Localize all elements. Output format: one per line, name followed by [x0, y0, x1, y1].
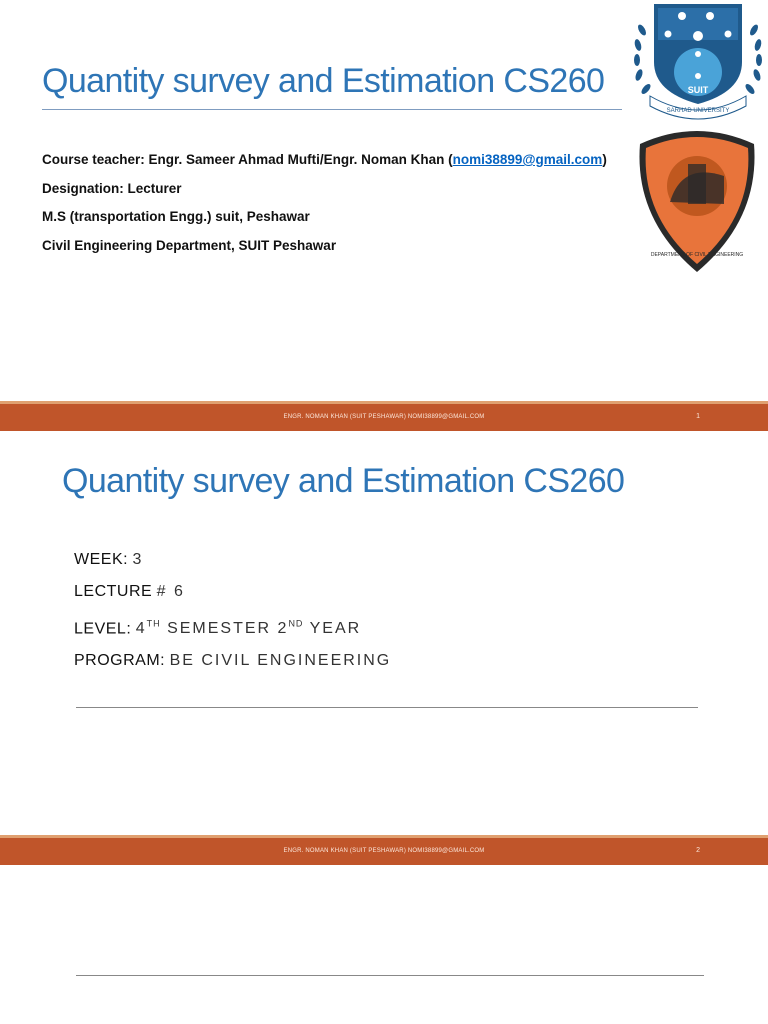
level-value: 4TH SEMESTER 2ND YEAR — [135, 619, 362, 638]
slide-3 — [0, 865, 768, 1024]
title-underline — [42, 109, 622, 110]
level-line — [74, 608, 391, 645]
civil-engineering-department-logo — [632, 124, 762, 274]
footer-text: ENGR. NOMAN KHAN (SUIT PESHAWAR) NOMI38899@GMAIL.COM — [283, 848, 485, 854]
level-label: LEVEL: — [74, 620, 132, 638]
slide-footer — [0, 835, 768, 865]
course-teacher-line — [42, 146, 607, 175]
lecture-line — [74, 576, 391, 608]
teacher-email-link[interactable]: nomi38899@gmail.com — [452, 152, 603, 167]
slide-title: Quantity survey and Estimation CS260 — [62, 462, 625, 500]
slide-2 — [0, 432, 768, 865]
suit-logo-text: SUIT — [687, 85, 709, 95]
lecture-value: # 6 — [156, 583, 185, 600]
designation-line: Designation: Lecturer — [42, 180, 182, 196]
week-line — [74, 544, 391, 576]
week-label: WEEK: — [74, 551, 129, 568]
lecture-meta — [74, 544, 391, 677]
course-teacher-text: Course teacher: Engr. Sameer Ahmad Mufti/Engr. Noman Khan ( — [42, 152, 453, 167]
suit-logo-ribbon-text: SARHAD UNIVERSITY — [666, 108, 730, 114]
slide-1 — [0, 0, 768, 432]
program-line — [74, 645, 391, 677]
footer-text: ENGR. NOMAN KHAN (SUIT PESHAWAR) NOMI38899@GMAIL.COM — [283, 414, 485, 420]
degree-line: M.S (transportation Engg.) suit, Peshawar — [42, 209, 310, 224]
slide-footer — [0, 401, 768, 431]
lecture-label: LECTURE — [74, 583, 153, 600]
slide-title: Quantity survey and Estimation CS260 — [42, 62, 605, 100]
dept-logo-text: DEPARTMENT OF CIVIL ENGINEERING — [650, 252, 744, 258]
suit-university-logo — [628, 0, 768, 122]
page-number: 2 — [696, 847, 700, 854]
program-value: BE CIVIL ENGINEERING — [169, 652, 392, 670]
divider-line — [76, 707, 698, 708]
divider-line — [76, 975, 704, 976]
course-info — [42, 146, 607, 260]
week-value: 3 — [132, 551, 144, 568]
department-line: Civil Engineering Department, SUIT Peshawar — [42, 237, 337, 253]
course-teacher-suffix: ) — [602, 152, 607, 167]
page-number: 1 — [696, 413, 700, 420]
program-label: PROGRAM: — [74, 652, 166, 670]
